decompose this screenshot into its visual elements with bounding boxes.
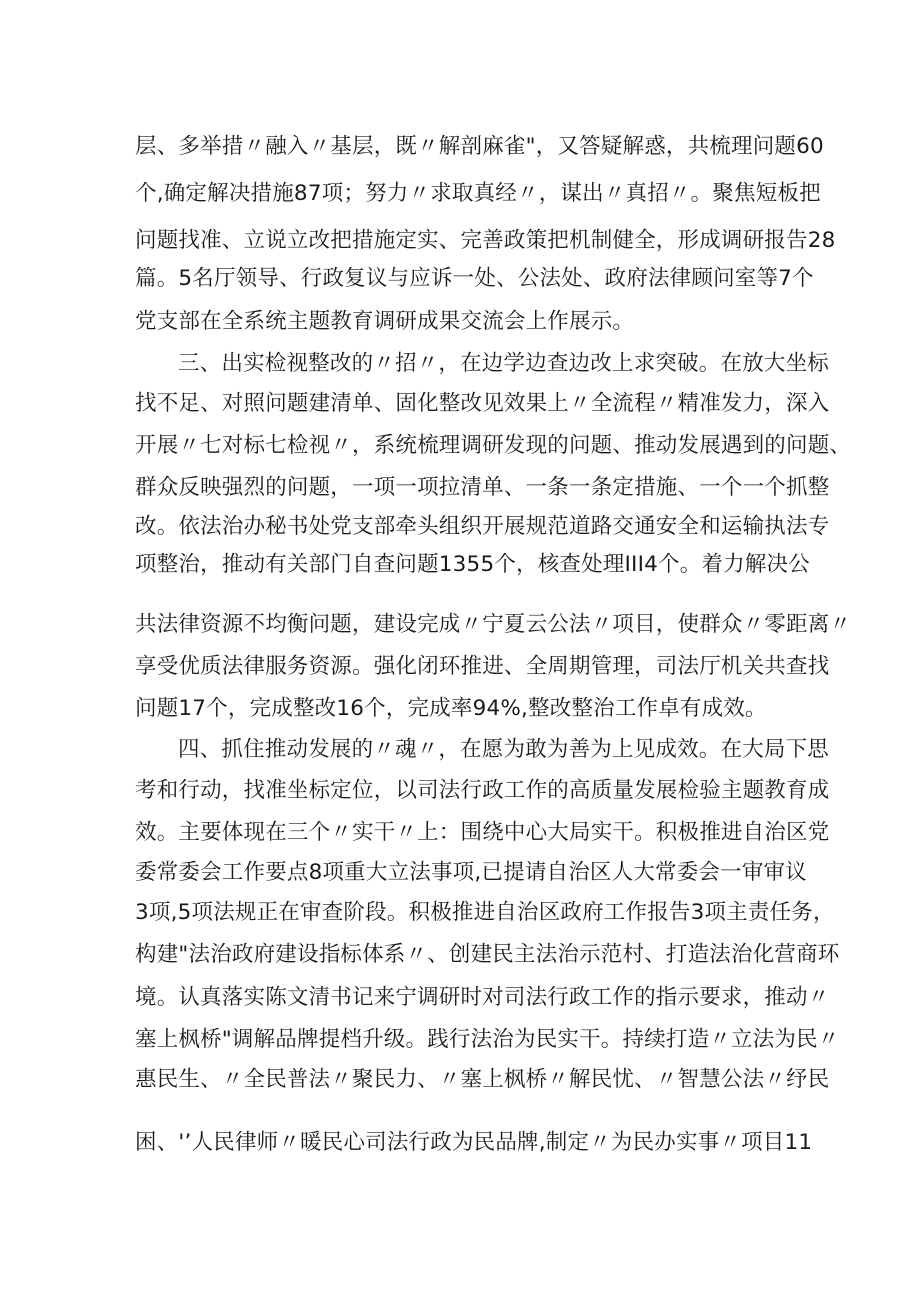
text-line: 找不足、对照问题建清单、固化整改见效果上〃全流程〃精准发力，深入 (135, 391, 830, 416)
text-line: 层、多举措〃融入〃基层，既〃解剖麻雀"，又答疑解惑，共梳理问题60 (135, 134, 824, 159)
text-line: 惠民生、〃全民普法〃聚民力、〃塞上枫桥〃解民忧、〃智慧公法〃纾民 (135, 1067, 830, 1092)
text-line: 篇。5名厅领导、行政复议与应诉一处、公法处、政府法律顾问室等7个 (135, 266, 814, 291)
text-line: 委常委会工作要点8项重大立法事项,已提请自治区人大常委会一审审议 (135, 860, 807, 885)
text-line: 个,确定解决措施87项；努力〃求取真经〃，谋出〃真招〃。聚焦短板把 (135, 181, 821, 206)
text-line: 考和行动，找准坐标定位，以司法行政工作的高质量发展检验主题教育成 (135, 778, 830, 803)
text-line: 改。依法治办秘书处党支部牵头组织开展规范道路交通安全和运输执法专 (135, 514, 830, 539)
text-line: 困、'’人民律师〃暖民心司法行政为民品牌,制定〃为民办实事〃项目11 (135, 1130, 813, 1155)
paragraph-heading-4: 四、抓住推动发展的〃魂〃，在愿为敢为善为上见成效。在大局下思 (178, 737, 830, 762)
text-line: 共法律资源不均衡问题，建设完成〃宁夏云公法〃项目，使群众〃零距离〃 (135, 612, 852, 637)
text-line: 境。认真落实陈文清书记来宁调研时对司法行政工作的指示要求，推动〃 (135, 985, 830, 1010)
text-line: 党支部在全系统主题教育调研成果交流会上作展示。 (135, 309, 635, 334)
paragraph-heading-3: 三、出实检视整改的〃招〃，在边学边查边改上求突破。在放大坐标 (178, 351, 830, 376)
text-line: 群众反映强烈的问题，一项一项拉清单、一条一条定措施、一个一个抓整 (135, 475, 830, 500)
text-line: 塞上枫桥"调解品牌提档升级。践行法治为民实干。持续打造〃立法为民〃 (135, 1027, 840, 1052)
text-line: 问题找准、立说立改把措施定实、完善政策把机制健全，形成调研报告28 (135, 228, 836, 253)
text-line: 3项,5项法规正在审查阶段。积极推进自治区政府工作报告3项主责任务， (135, 900, 835, 925)
text-line: 效。主要体现在三个〃实干〃上：围绕中心大局实干。积极推进自治区党 (135, 820, 830, 845)
text-line: 项整治，推动有关部门自查问题1355个，核查处理III4个。着力解决公 (135, 552, 810, 577)
text-line: 享受优质法律服务资源。强化闭环推进、全周期管理，司法厅机关共查找 (135, 654, 830, 679)
text-line: 构建"法治政府建设指标体系〃、创建民主法治示范村、打造法治化营商环 (135, 942, 840, 967)
text-line: 问题17个，完成整改16个，完成率94%,整改整治工作卓有成效。 (135, 696, 767, 721)
text-line: 开展〃七对标七检视〃，系统梳理调研发现的问题、推动发展遇到的问题、 (135, 433, 852, 458)
